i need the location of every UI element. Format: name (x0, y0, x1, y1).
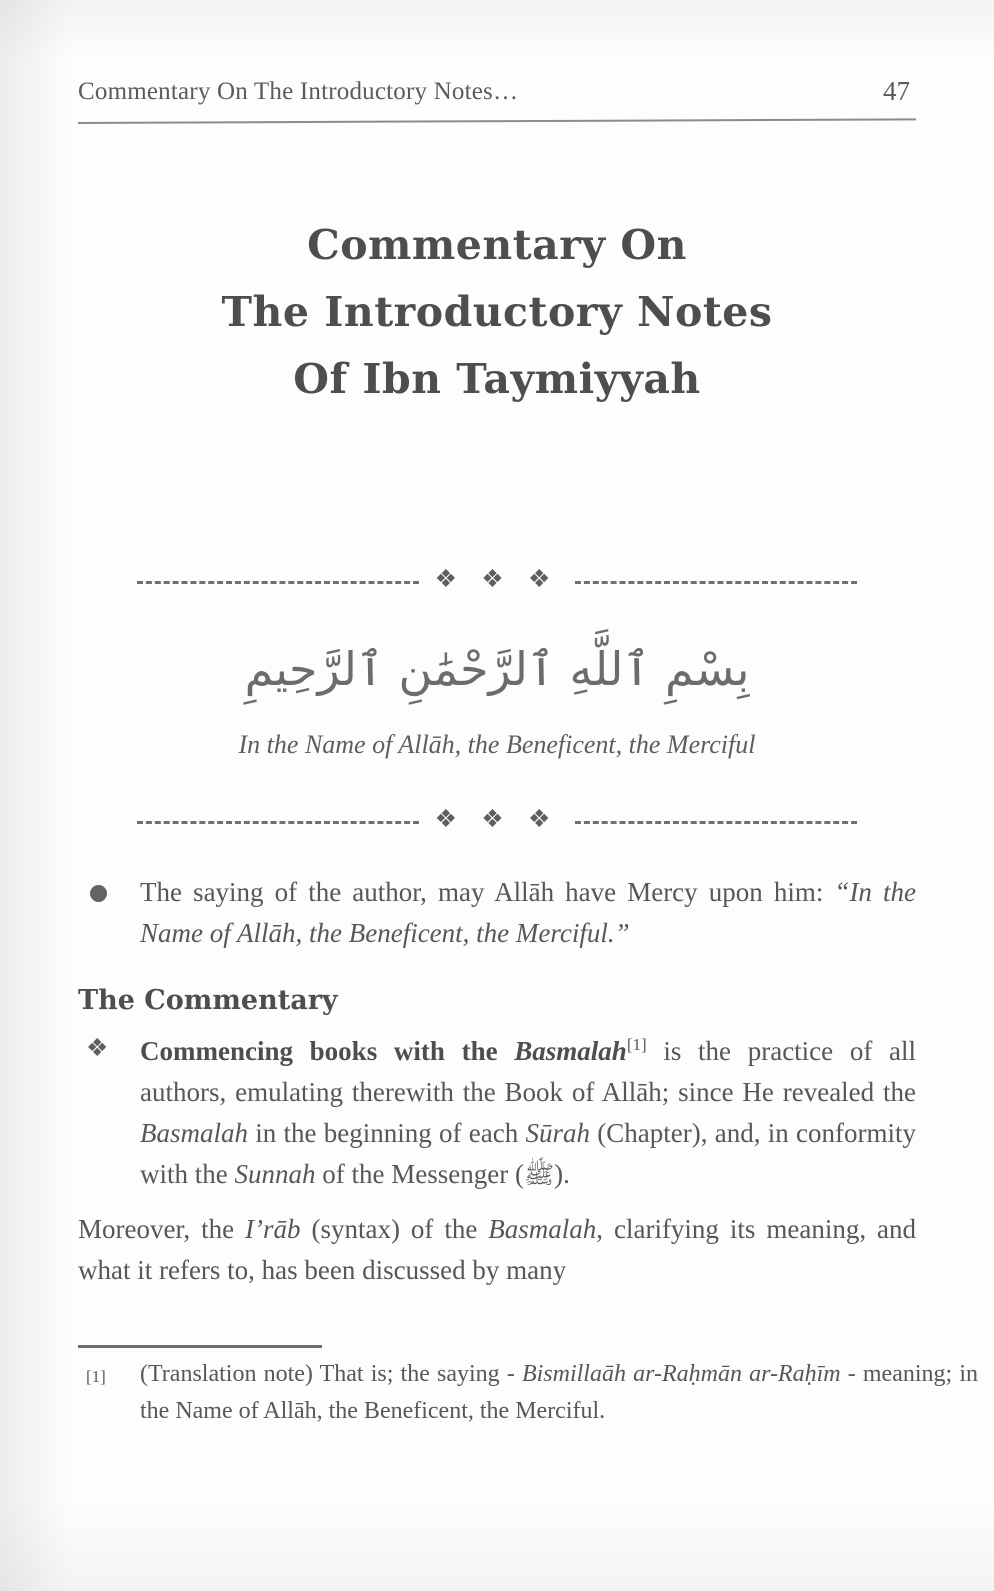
moreover-term-basmalah: Basmalah (488, 1214, 597, 1244)
divider-dash-right (575, 821, 857, 824)
footnote-part-2: - meaning; in the Name of Allāh, the Beneficent, the Merciful. (140, 1361, 979, 1424)
author-saying-quote: “In the Name of Allāh, the Beneficent, the Merciful.” (140, 877, 916, 948)
commentary-term-surah: Sūrah (525, 1118, 591, 1148)
body-text (78, 872, 916, 1291)
commentary-rest-1: is the practice of all authors, emulating therewith the Book of Allāh; since He revealed the (140, 1036, 916, 1107)
moreover-term-irab: I’rāb (245, 1214, 301, 1244)
divider-dash-left (137, 821, 419, 824)
chapter-title-line-2: The Introductory Notes (221, 288, 773, 336)
commentary-term-basmalah: Basmalah (514, 1036, 627, 1066)
ornamental-divider-top (0, 567, 994, 598)
chapter-title (0, 212, 994, 413)
footnote-part-1: (Translation note) That is; the saying - (140, 1361, 522, 1387)
footnote-marker: [1] (86, 1367, 106, 1386)
moreover-part-3: , clarifying its meaning, and what it refers to, has been discussed by many (78, 1214, 917, 1285)
commentary-bold-lead: Commencing books with the (140, 1036, 515, 1066)
commentary-rest-2: in the beginning of each (248, 1118, 526, 1148)
moreover-part-2: (syntax) of the (300, 1214, 489, 1244)
chapter-title-line-3: Of Ibn Taymiyyah (293, 355, 701, 403)
commentary-rest-3: (Chapter), and, in conformity with the (140, 1118, 916, 1189)
chapter-title-line-1: Commentary On (307, 221, 687, 269)
commentary-rest-4: of the Messenger ( (315, 1159, 524, 1189)
header-rule (78, 118, 916, 124)
footnote-transliteration: Bismillaāh ar-Raḥmān ar-Raḥīm (521, 1361, 841, 1387)
salawat-glyph-icon: ﷺ (523, 1160, 555, 1189)
scan-shadow-top (0, 0, 994, 60)
footnote-reference: [1] (626, 1035, 647, 1054)
dot-bullet-icon (90, 885, 107, 902)
diamond-ornament-icon: ❖ ❖ ❖ (434, 566, 560, 593)
basmalah-arabic: بِسْمِ ٱللَّهِ ٱلرَّحْمَٰنِ ٱلرَّحِيمِ (244, 642, 750, 696)
commentary-point-paragraph (78, 1031, 916, 1195)
running-header-title: Commentary On The Introductory Notes… (78, 78, 519, 105)
scan-shadow-bottom (0, 1501, 994, 1591)
divider-dash-left (137, 581, 419, 584)
diamond-bullet-icon: ❖ (86, 1035, 109, 1062)
basmalah-translation: In the Name of Allāh, the Beneficent, the Merciful (238, 730, 756, 759)
diamond-ornament-icon: ❖ ❖ ❖ (434, 806, 560, 833)
author-saying-paragraph (78, 872, 916, 954)
running-header (78, 78, 916, 126)
commentary-term-sunnah: Sunnah (234, 1159, 316, 1189)
page-number: 47 (883, 76, 910, 106)
footnote-separator-rule (78, 1345, 322, 1348)
divider-dash-right (575, 581, 857, 584)
commentary-term-basmalah-2: Basmalah (140, 1118, 248, 1148)
moreover-part-1: Moreover, the (78, 1214, 246, 1244)
commentary-rest-5: ). (554, 1159, 570, 1189)
author-saying-lead: The saying of the author, may Allāh have Mercy upon him: (140, 877, 835, 907)
ornamental-divider-bottom (0, 807, 994, 838)
moreover-paragraph (78, 1209, 916, 1291)
footnote-1 (78, 1356, 978, 1430)
commentary-heading: The Commentary (78, 985, 338, 1016)
